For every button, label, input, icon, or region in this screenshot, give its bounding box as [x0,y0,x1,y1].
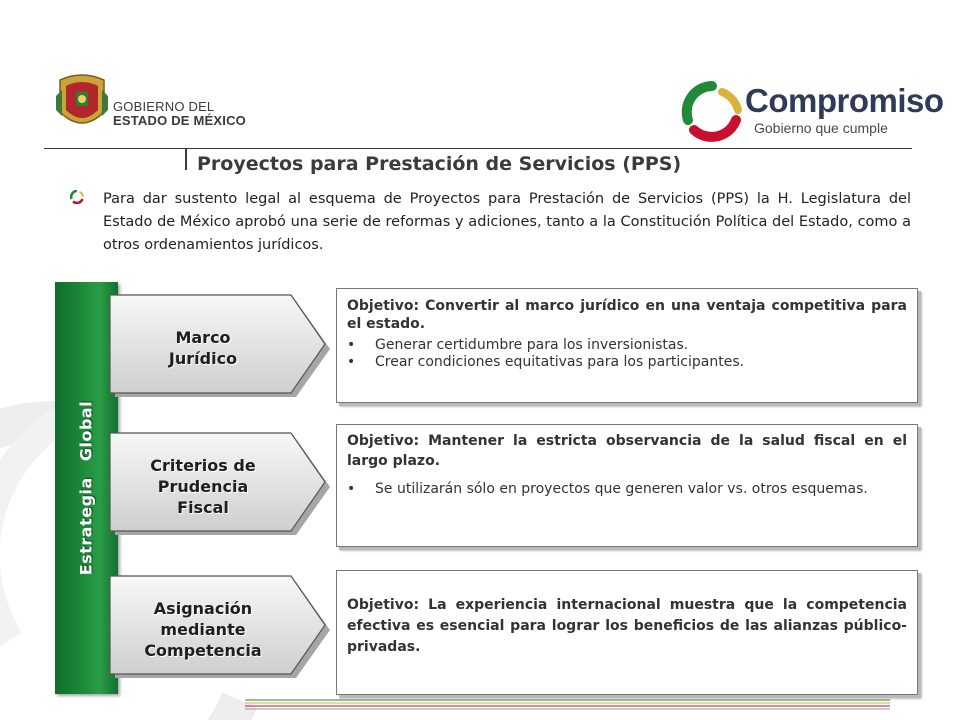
strategy-word-2: Global [76,400,96,462]
pillar-arrow-marco-juridico [108,292,333,404]
objective-1-bullets [347,337,907,371]
objective-box-prudencia-fiscal [336,424,918,547]
government-name [113,100,246,128]
objective-1-bullet-1: • Generar certidumbre para los inversionistas. [347,337,907,354]
pillar-arrow-prudencia-fiscal [108,430,333,542]
title-divider [185,148,187,170]
brand-tagline: Gobierno que cumple [754,120,888,136]
pillar-3-line-1: Asignación [153,598,253,618]
objective-2-text: Objetivo: Mantener la estricta observancia de la salud fiscal en el largo plazo. [347,433,907,469]
pillar-2-line-3: Fiscal [177,497,229,517]
page-title: Proyectos para Prestación de Servicios (PPS) [197,153,682,175]
pillar-arrow-competencia [108,573,333,685]
brand-name: Compromiso [745,82,944,119]
pillar-2-line-2: Prudencia [157,476,249,496]
objective-3-text: Objetivo: La experiencia internacional muestra que la competencia efectiva es esencial para lograr los beneficios de las alianzas público-privadas. [347,597,907,655]
strategy-word-1: Estrategia [76,477,96,576]
strategy-label [77,401,96,575]
pillar-3-line-2: mediante [160,619,246,639]
compromiso-swirl-icon [680,80,744,144]
objective-1-bullet-2: • Crear condiciones equitativas para los participantes. [347,354,907,371]
government-line-1: GOBIERNO DEL [113,99,215,114]
objective-box-marco-juridico [336,288,918,403]
objective-1-text: Objetivo: Convertir al marco jurídico en una ventaja competitiva para el estado. [347,298,907,332]
title-rule [44,148,912,149]
objective-2-bullets [347,479,907,499]
pillar-1-line-1: Marco [175,328,231,347]
pillar-3-line-3: Competencia [144,640,262,660]
swirl-bullet-icon [70,190,84,204]
footer-stripes [245,698,890,712]
intro-paragraph: Para dar sustento legal al esquema de Proyectos para Prestación de Servicios (PPS) la H. Legislatura del Estado de México aprobó una serie de reformas y adiciones, tanto a la Constitución Política del Estado, como a otros ordenamientos jurídicos. [103,191,911,253]
objective-2-bullet-1: • Se utilizarán sólo en proyectos que generen valor vs. otros esquemas. [347,479,907,499]
objective-box-competencia [336,570,918,695]
pillar-2-line-1: Criterios de [150,455,256,475]
pillar-1-line-2: Jurídico [168,349,238,368]
government-line-2: ESTADO DE MÉXICO [113,113,246,128]
